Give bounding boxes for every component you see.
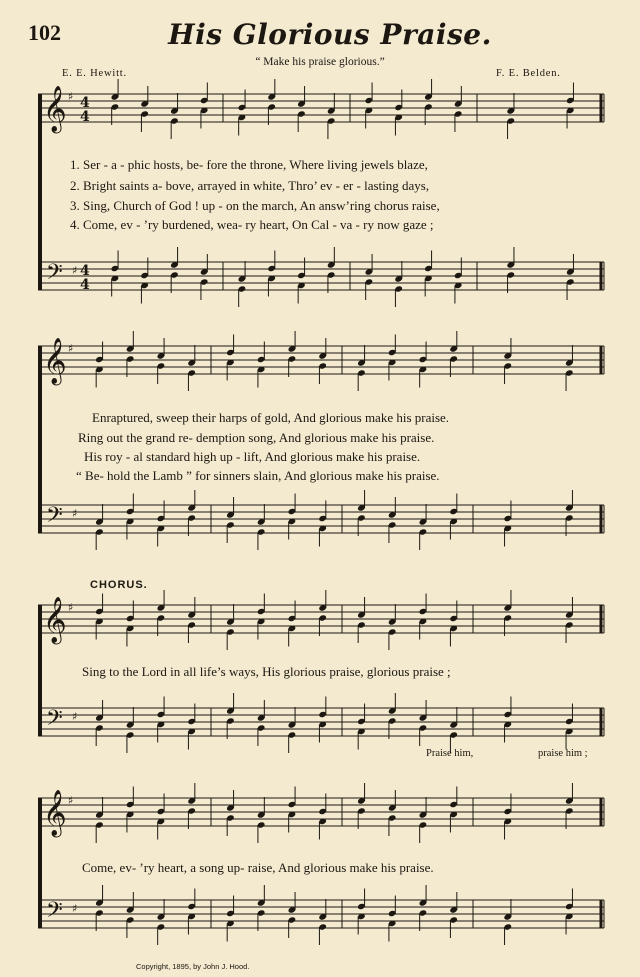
system-4-treble-clef: 𝄞 [43,790,67,836]
chorus-label: CHORUS. [90,579,148,591]
system-2-key-sharp: ♯ [68,342,74,355]
verse-1-line-a: 1. Ser - a - phic hosts, be- fore the throne, Where living jewels blaze, [70,157,428,172]
system-4-key-sharp: ♯ [72,902,78,915]
system-1-brace [38,94,42,290]
page-number: 102 [28,20,61,45]
author-credit: E. E. Hewitt. [62,68,127,79]
system-3-key-sharp: ♯ [68,601,74,614]
system-2-treble-clef: 𝄞 [43,338,67,384]
epigraph: “ Make his praise glorious.” [255,56,385,68]
composer-credit: F. E. Belden. [496,68,561,79]
system-4-key-sharp: ♯ [68,794,74,807]
system-4-bass-clef: 𝄢 [46,898,63,928]
praise-him-cue-2: praise him ; [538,748,588,759]
verse-3-line-a: 3. Sing, Church of God ! up - on the march, An answ’ring chorus raise, [70,198,440,213]
system-3-bass-clef: 𝄢 [46,706,63,736]
verse-4-line-a: 4. Come, ev - ’ry burdened, wea- ry heart, On Cal - va - ry now gaze ; [70,217,434,232]
system-1-treble-time-top: 4 [80,95,90,111]
system-1-bass-time-bottom: 4 [80,277,90,293]
praise-him-cue-1: Praise him, [426,748,474,759]
verse-2-line-a: 2. Bright saints a- bove, arrayed in white, Thro’ ev - er - lasting days, [70,178,430,193]
chorus-line-2: Come, ev- ’ry heart, a song up- raise, And glorious make his praise. [82,860,434,875]
system-3-key-sharp: ♯ [72,710,78,723]
verse-3-line-b: His roy - al standard high up - lift, And glorious make his praise. [84,449,421,464]
verse-4-line-b: “ Be- hold the Lamb ” for sinners slain, And glorious make his praise. [76,468,440,483]
verse-1-line-b: Enraptured, sweep their harps of gold, And glorious make his praise. [92,410,450,425]
system-2-bass-clef: 𝄢 [46,503,63,533]
system-1-bass-clef: 𝄢 [46,260,63,290]
system-1-treble-time-bottom: 4 [80,109,90,125]
hymn-title: His Glorious Praise. [168,18,492,51]
system-1-bass-time-top: 4 [80,263,90,279]
system-3-treble-clef: 𝄞 [43,597,67,643]
system-1-key-sharp: ♯ [68,90,74,103]
chorus-line-1: Sing to the Lord in all life’s ways, His glorious praise, glorious praise ; [82,664,451,679]
copyright-notice: Copyright, 1895, by John J. Hood. [136,962,250,971]
system-1-treble-clef: 𝄞 [43,86,67,132]
system-2-key-sharp: ♯ [72,507,78,520]
system-1-key-sharp: ♯ [72,264,78,277]
verse-2-line-b: Ring out the grand re- demption song, And glorious make his praise. [78,430,435,445]
